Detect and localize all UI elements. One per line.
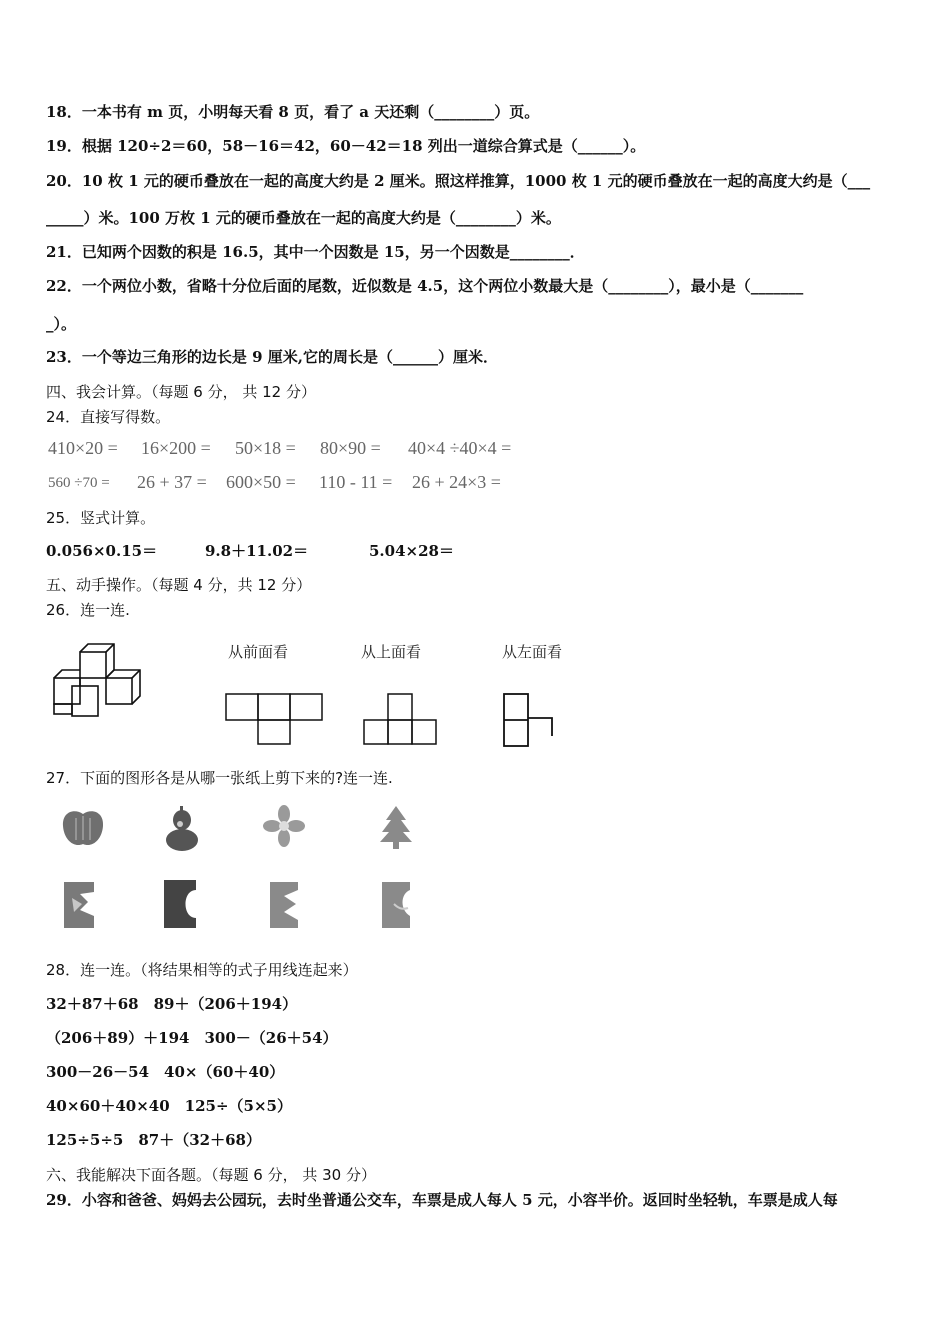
- question-24: 24．直接写得数。: [46, 408, 171, 426]
- view-caption-front: 从前面看: [228, 643, 289, 661]
- question-26: 26．连一连.: [46, 601, 130, 619]
- q28-row: 40×60＋40×40 125÷（5×5）: [46, 1097, 292, 1115]
- calc-item: 560 ÷70 =: [48, 475, 110, 491]
- q28-row: 32＋87＋68 89＋（206＋194）: [46, 995, 298, 1013]
- question-29: 29．小容和爸爸、妈妈去公园玩，去时坐普通公交车，车票是成人每人 5 元，小容半价。返回时坐轻轨，车票是成人每: [46, 1191, 838, 1209]
- q28-row: 300－26－54 40×（60＋40）: [46, 1063, 285, 1081]
- question-22-line1: 22．一个两位小数，省略十分位后面的尾数，近似数是 4.5，这个两位小数最大是（________），最小是（_______: [46, 277, 804, 295]
- question-18: 18．一本书有 m 页，小明每天看 8 页，看了 a 天还剩（________）页。: [46, 103, 540, 121]
- paper-piece-4: [380, 880, 414, 930]
- section-5-heading: 五、动手操作。（每题 4 分，共 12 分）: [46, 576, 312, 594]
- left-view-shape: [502, 692, 556, 748]
- q28-row: （206＋89）＋194 300－（26＋54）: [46, 1029, 338, 1047]
- paper-piece-2: [162, 878, 198, 930]
- question-19: 19．根据 120÷2＝60，58－16＝42，60－42＝18 列出一道综合算式是（______）。: [46, 137, 646, 155]
- cube-solid-figure: [48, 640, 150, 720]
- calc-item: 110 - 11 =: [319, 472, 393, 492]
- question-20-line2: _____）米。100 万枚 1 元的硬币叠放在一起的高度大约是（________）米。: [46, 209, 561, 227]
- calc-item: 50×18 =: [235, 438, 296, 458]
- apple-shape: [60, 806, 106, 850]
- paper-piece-3: [268, 880, 302, 930]
- flower-shape: [262, 804, 306, 848]
- calc-item: 80×90 =: [320, 438, 381, 458]
- calc-item: 26 + 24×3 =: [412, 472, 501, 492]
- paper-piece-1: [62, 880, 96, 930]
- question-27: 27．下面的图形各是从哪一张纸上剪下来的?连一连.: [46, 769, 393, 787]
- question-23: 23．一个等边三角形的边长是 9 厘米,它的周长是（______）厘米．: [46, 348, 498, 366]
- calc-item: 16×200 =: [141, 438, 211, 458]
- calc-item: 410×20 =: [48, 438, 118, 458]
- front-view-shape: [224, 692, 328, 746]
- calc-item: 600×50 =: [226, 472, 296, 492]
- top-view-shape: [362, 692, 442, 746]
- section-4-heading: 四、我会计算。（每题 6 分， 共 12 分）: [46, 383, 316, 401]
- q25-item: 5.04×28＝: [369, 542, 454, 560]
- question-28: 28．连一连。（将结果相等的式子用线连起来）: [46, 961, 358, 979]
- view-caption-top: 从上面看: [361, 643, 422, 661]
- question-22-line2: _）。: [46, 315, 77, 333]
- question-20-line1: 20．10 枚 1 元的硬币叠放在一起的高度大约是 2 厘米。照这样推算，1000 枚 1 元的硬币叠放在一起的高度大约是（___: [46, 172, 871, 190]
- section-6-heading: 六、我能解决下面各题。（每题 6 分， 共 30 分）: [46, 1166, 376, 1184]
- q28-row: 125÷5÷5 87＋（32＋68）: [46, 1131, 261, 1149]
- q25-item: 9.8＋11.02＝: [205, 542, 309, 560]
- calc-item: 40×4 ÷40×4 =: [408, 438, 512, 458]
- q25-item: 0.056×0.15＝: [46, 542, 158, 560]
- gourd-shape: [162, 804, 202, 852]
- view-caption-left: 从左面看: [502, 643, 563, 661]
- question-25: 25．竖式计算。: [46, 509, 156, 527]
- question-21: 21．已知两个因数的积是 16.5，其中一个因数是 15，另一个因数是________．: [46, 243, 585, 261]
- tree-shape: [376, 804, 416, 850]
- calc-item: 26 + 37 =: [137, 472, 207, 492]
